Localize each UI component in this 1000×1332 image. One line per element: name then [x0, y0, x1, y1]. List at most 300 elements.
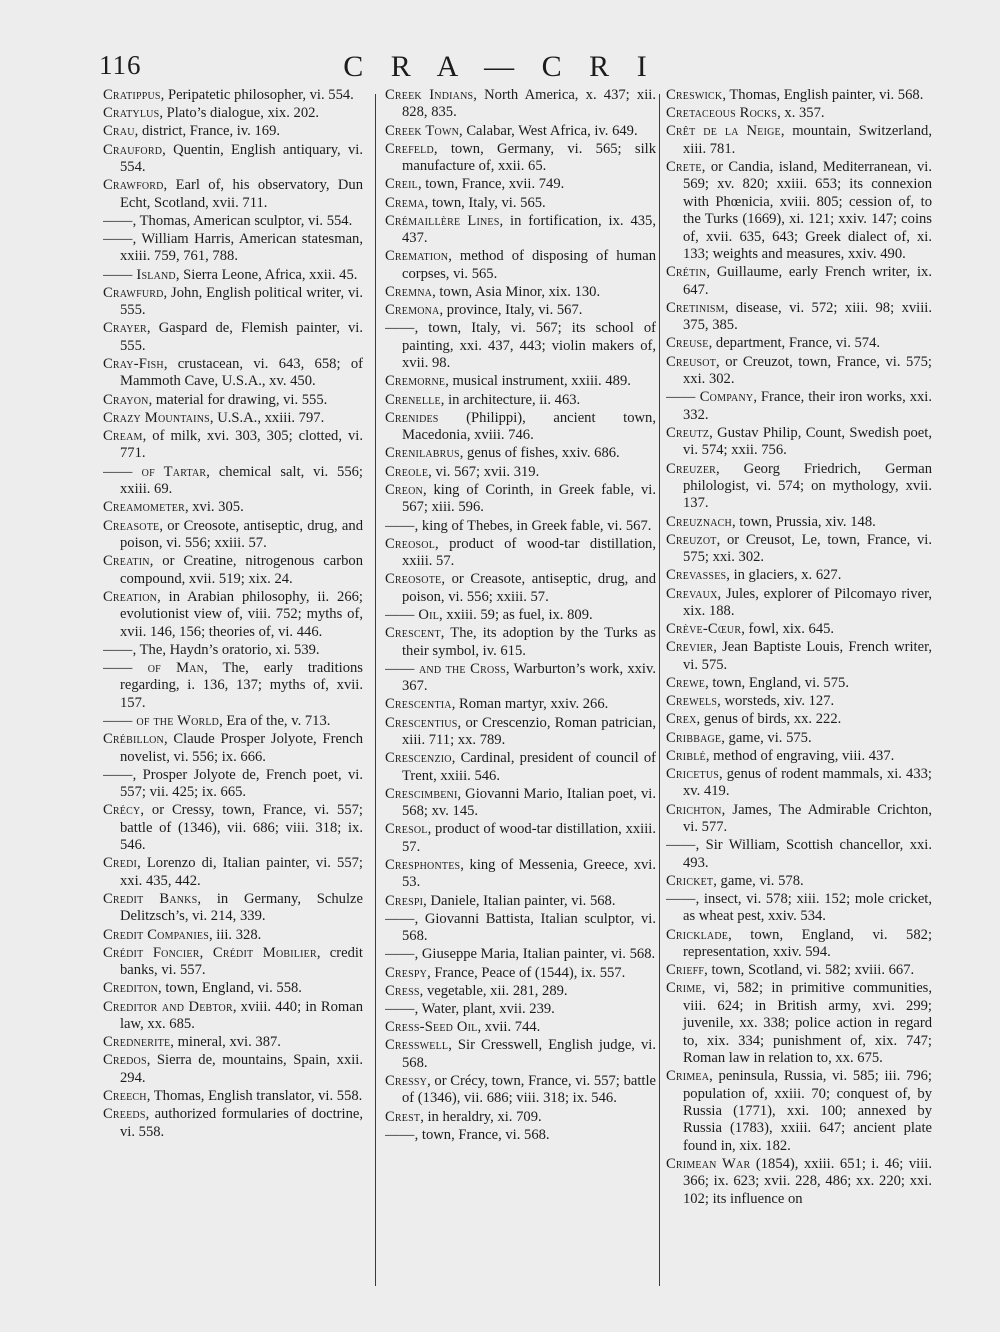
- entry-headword: ——: [385, 910, 415, 927]
- index-entry: [385, 536, 656, 571]
- entry-text: , Roman martyr, xxiv. 266.: [451, 696, 609, 713]
- index-entry: [385, 464, 656, 481]
- entry-text: , town, England, vi. 582; representation, xxiv. 594.: [683, 926, 932, 961]
- entry-text: , authorized formularies of doctrine, vi. 558.: [120, 1106, 363, 1140]
- entry-headword: Crauford: [103, 141, 163, 158]
- entry-headword: Cresphontes: [385, 856, 461, 873]
- entry-headword: ——: [385, 517, 415, 534]
- entry-headword: Cribbage: [666, 729, 722, 746]
- entry-headword: Crescentius: [385, 714, 458, 731]
- index-entry: [103, 123, 363, 140]
- entry-text: , Sir William, Scottish chancellor, xxi. 493.: [683, 837, 932, 871]
- entry-text: , Era of the, v. 713.: [219, 712, 331, 729]
- entry-headword: Cremona: [385, 302, 440, 319]
- entry-text: , Thomas, English translator, vi. 558.: [146, 1088, 363, 1105]
- entry-headword: Creditor and Debtor: [103, 998, 233, 1015]
- entry-text: , or Creatine, nitrogenous carbon compound, xvii. 519; xix. 24.: [120, 553, 363, 587]
- entry-text: , vi. 567; xvii. 319.: [428, 463, 540, 480]
- index-entry: [103, 87, 363, 104]
- entry-text: , xviii. 440; in Roman law, xx. 685.: [120, 998, 363, 1033]
- entry-headword: Crimea: [666, 1068, 710, 1085]
- entry-headword: Credit Banks: [103, 891, 198, 907]
- index-entry: [666, 1156, 932, 1208]
- entry-headword: Cretinism: [666, 299, 725, 316]
- entry-headword: —— of the World: [103, 712, 220, 729]
- index-entry: [385, 1001, 656, 1018]
- entry-headword: Cream: [103, 428, 143, 445]
- index-entry: [385, 284, 656, 301]
- entry-text: , in fortification, ix. 435, 437.: [402, 212, 656, 247]
- index-entry: [103, 231, 363, 266]
- column-divider: [375, 94, 376, 1286]
- entry-text: , John, English political writer, vi. 555.: [120, 284, 363, 319]
- index-entry: [385, 195, 656, 212]
- index-entry: [385, 302, 656, 319]
- entry-text: , James, The Admirable Crichton, vi. 577.: [683, 801, 932, 835]
- entry-headword: ——: [666, 837, 696, 854]
- index-entry: [103, 518, 363, 553]
- entry-headword: ——: [385, 1126, 415, 1143]
- index-entry: [666, 711, 932, 728]
- index-entry: [385, 176, 656, 193]
- index-entry: [385, 965, 656, 982]
- index-entry: [666, 693, 932, 710]
- index-entry: [103, 945, 363, 980]
- index-entry: [103, 105, 363, 122]
- entry-text: , town, Prussia, xiv. 148.: [731, 513, 876, 530]
- entry-text: , France, their iron works, xxi. 332.: [683, 389, 932, 423]
- entry-headword: —— Company: [666, 389, 754, 406]
- entry-headword: Creon: [385, 481, 423, 498]
- index-entry: [103, 464, 363, 499]
- entry-headword: Crest: [385, 1108, 421, 1125]
- entry-text: , William Harris, American statesman, xxiii. 759, 761, 788.: [120, 231, 363, 265]
- index-entry: [666, 425, 932, 460]
- index-entry: [385, 1109, 656, 1126]
- index-entry: [103, 553, 363, 588]
- entry-text: , or Candia, island, Mediterranean, vi. 569; xv. 820; xxiii. 653; its connexion with Phœnicia, xviii. 805; cession of, to the Turks (1669), xi. 121; xxiv. 147; coins of, xvii. 635, 643; Greek dialect of, xi. 133; weights and measures, xxiv. 490.: [683, 159, 932, 263]
- index-entry: [666, 354, 932, 389]
- entry-headword: Crescentia: [385, 696, 452, 713]
- index-entry: [666, 264, 932, 299]
- index-entry: [385, 607, 656, 624]
- index-entry: [666, 389, 932, 424]
- index-entry: [385, 410, 656, 445]
- index-entry: [666, 675, 932, 692]
- index-entry: [385, 821, 656, 856]
- entry-headword: Creasote: [103, 517, 160, 534]
- entry-headword: Criblé: [666, 747, 706, 764]
- index-entry: [666, 105, 932, 122]
- index-entry: [103, 1052, 363, 1087]
- index-entry: [666, 123, 932, 158]
- running-head: C R A — C R I: [343, 50, 657, 83]
- index-entry: [103, 731, 363, 766]
- entry-headword: —— of Man: [103, 659, 205, 676]
- index-entry: [103, 999, 363, 1034]
- entry-headword: Cress: [385, 982, 420, 999]
- entry-headword: Crayon: [103, 391, 149, 408]
- entry-text: , peninsula, Russia, vi. 585; iii. 796; population of, xxiii. 70; conquest of, by Russia (1771), xxi. 100; annexed by Russia (1783), xxiii. 647; ancient plate found in, xix. 182.: [683, 1068, 932, 1154]
- entry-headword: Crema: [385, 194, 425, 211]
- index-entry: [385, 373, 656, 390]
- entry-text: , Sierra de, mountains, Spain, xxii. 294.: [120, 1052, 363, 1086]
- entry-text: , Thomas, English painter, vi. 568.: [722, 87, 924, 103]
- index-entry: [385, 320, 656, 372]
- entry-text: , genus of rodent mammals, xi. 433; xv. 419.: [683, 765, 932, 800]
- index-entry: [103, 589, 363, 641]
- index-entry: [103, 320, 363, 355]
- index-entry: [385, 983, 656, 1000]
- entry-text: , in Arabian philosophy, ii. 266; evolutionist view of, viii. 752; myths of, xvii. 146, 156; theories of, vi. 446.: [120, 588, 363, 640]
- entry-headword: Cretaceous Rocks: [666, 105, 778, 122]
- index-entry: [103, 660, 363, 712]
- entry-text: , or Crescenzio, Roman patrician, xiii. 711; xx. 789.: [402, 714, 656, 748]
- entry-headword: Crescimbeni: [385, 785, 458, 802]
- entry-headword: Crefeld: [385, 140, 434, 157]
- entry-headword: Crémaillère Lines: [385, 212, 500, 229]
- entry-text: , town, France, vi. 568.: [414, 1126, 550, 1143]
- index-entry: [666, 639, 932, 674]
- entry-text: , x. 357.: [777, 105, 825, 122]
- index-entry: [385, 625, 656, 660]
- entry-text: , Lorenzo di, Italian painter, vi. 557; xxi. 435, 442.: [120, 855, 363, 889]
- entry-headword: Crazy Mountains: [103, 409, 210, 426]
- entry-text: , vegetable, xii. 281, 289.: [419, 982, 568, 999]
- entry-headword: Creosol: [385, 535, 436, 552]
- index-entry: [666, 1068, 932, 1155]
- entry-text: , iii. 328.: [208, 926, 262, 943]
- index-entry: [385, 482, 656, 517]
- index-entry: [666, 837, 932, 872]
- entry-text: , town, Germany, vi. 565; silk manufacture of, xxii. 65.: [402, 140, 656, 175]
- index-entry: [666, 802, 932, 837]
- entry-text: , Thomas, American sculptor, vi. 554.: [132, 212, 353, 229]
- entry-text: , Guillaume, early French writer, ix. 647.: [683, 264, 932, 298]
- entry-text: , game, vi. 578.: [713, 872, 804, 889]
- index-entry: [385, 750, 656, 785]
- entry-headword: ——: [385, 320, 415, 337]
- entry-headword: Crednerite: [103, 1034, 171, 1051]
- index-entry: [103, 142, 363, 177]
- entry-headword: Credos: [103, 1052, 147, 1069]
- entry-text: , or Cressy, town, France, vi. 557; battle of (1346), vii. 686; viii. 318; ix. 546.: [120, 802, 363, 854]
- entry-text: , Georg Friedrich, German philologist, vi. 574; on mythology, xvii. 137.: [683, 460, 932, 512]
- index-entry: [666, 766, 932, 801]
- entry-headword: ——: [103, 231, 133, 248]
- entry-headword: Cremorne: [385, 373, 446, 390]
- entry-headword: Crescenzio: [385, 750, 452, 767]
- index-entry: [666, 567, 932, 584]
- entry-headword: Creosote: [385, 571, 442, 588]
- entry-text: , Sierra Leone, Africa, xxii. 45.: [175, 266, 358, 283]
- entry-headword: Crimean War: [666, 1156, 751, 1173]
- entry-text: , Sir Cresswell, English judge, vi. 568.: [402, 1037, 656, 1071]
- index-entry: [103, 177, 363, 212]
- index-entry: [666, 873, 932, 890]
- entry-text: , xvii. 744.: [477, 1019, 541, 1036]
- index-entry: [385, 87, 656, 122]
- entry-headword: Cricetus: [666, 765, 720, 782]
- entry-headword: Cray-Fish: [103, 356, 164, 373]
- index-entry: [666, 962, 932, 979]
- index-entry: [385, 786, 656, 821]
- entry-headword: Cressy: [385, 1073, 428, 1090]
- index-entry: [666, 586, 932, 621]
- entry-headword: Cresswell: [385, 1037, 449, 1054]
- index-entry: [385, 911, 656, 946]
- entry-text: , method of engraving, viii. 437.: [705, 747, 895, 764]
- entry-text: , product of wood-tar distillation, xxiii. 57.: [402, 821, 656, 855]
- index-entry: [385, 445, 656, 462]
- entry-headword: Creuzot: [666, 531, 717, 548]
- entry-headword: Creeds: [103, 1106, 146, 1123]
- index-entry: [103, 767, 363, 802]
- entry-text: , Cardinal, president of council of Trent, xxiii. 546.: [402, 750, 656, 784]
- entry-headword: Crespi: [385, 892, 424, 909]
- entry-text: , chemical salt, vi. 556; xxiii. 69.: [120, 463, 363, 498]
- entry-text: , Gustav Philip, Count, Swedish poet, vi. 574; xxii. 756.: [683, 424, 932, 459]
- entry-text: , Claude Prosper Jolyote, French novelist, vi. 556; ix. 666.: [120, 731, 363, 765]
- entry-text: , vi, 582; in primitive communities, viii. 624; in British army, xvi. 299; juvenile, xx. 338; police action in regard to, xix. 334; punishment of, xix. 747; Roman law in relation to, xx. 675.: [683, 980, 932, 1067]
- entry-headword: Crenilabrus: [385, 445, 460, 462]
- entry-text: , king of Corinth, in Greek fable, vi. 567; xiii. 596.: [402, 481, 656, 516]
- index-entry: [103, 267, 363, 284]
- entry-text: , Calabar, West Africa, iv. 649.: [459, 122, 638, 139]
- entry-text: , department, France, vi. 574.: [708, 335, 881, 352]
- entry-headword: ——: [103, 766, 133, 783]
- entry-text: , product of wood-tar distillation, xxiii. 57.: [402, 535, 656, 570]
- index-entry: [666, 621, 932, 638]
- entry-headword: ——: [666, 891, 696, 907]
- index-entry: [385, 696, 656, 713]
- entry-text: , or Creasote, antiseptic, drug, and poison, vi. 556; xxiii. 57.: [402, 571, 656, 605]
- entry-headword: Creatin: [103, 553, 150, 570]
- entry-headword: Crayer: [103, 320, 147, 337]
- entry-headword: Crétin: [666, 264, 707, 281]
- entry-text: , district, France, iv. 169.: [134, 123, 281, 140]
- index-entry: [666, 87, 932, 104]
- entry-text: , province, Italy, vi. 567.: [439, 302, 583, 319]
- entry-text: , Giovanni Battista, Italian sculptor, vi. 568.: [402, 910, 656, 945]
- entry-headword: ——: [103, 212, 133, 229]
- index-entry: [666, 532, 932, 567]
- entry-text: , musical instrument, xxiii. 489.: [445, 373, 631, 390]
- index-entry: [103, 285, 363, 320]
- index-entry: [103, 356, 363, 391]
- entry-headword: ——: [385, 946, 415, 963]
- index-entry: [666, 461, 932, 513]
- entry-text: , or Creosote, antiseptic, drug, and poison, vi. 556; xxiii. 57.: [120, 517, 363, 551]
- index-entry: [103, 802, 363, 854]
- index-entry: [385, 123, 656, 140]
- entry-text: , xvi. 305.: [184, 499, 244, 516]
- index-entry: [103, 410, 363, 427]
- page-number: 116: [99, 50, 142, 80]
- entry-text: , Plato’s dialogue, xix. 202.: [159, 105, 320, 122]
- entry-text: , The, Haydn’s oratorio, xi. 539.: [132, 641, 320, 658]
- index-entry: [103, 428, 363, 463]
- entry-text: , crustacean, vi. 643, 658; of Mammoth Cave, U.S.A., xv. 450.: [120, 356, 363, 390]
- entry-headword: Crenelle: [385, 391, 441, 408]
- index-entry: [666, 927, 932, 962]
- entry-headword: Crevaux: [666, 585, 718, 602]
- entry-headword: Crex: [666, 711, 697, 728]
- entry-headword: Creil: [385, 176, 418, 193]
- entry-text: , France, Peace of (1544), ix. 557.: [427, 964, 626, 981]
- entry-text: , North America, x. 437; xii. 828, 835.: [402, 87, 656, 121]
- entry-text: , insect, vi. 578; xiii. 152; mole cricket, as wheat pest, xxiv. 534.: [683, 891, 932, 925]
- index-entry: [385, 1019, 656, 1036]
- entry-headword: Creole: [385, 463, 429, 480]
- index-entry: [103, 213, 363, 230]
- entry-text: , mountain, Switzerland, xiii. 781.: [683, 123, 932, 157]
- entry-text: , in architecture, ii. 463.: [440, 391, 581, 408]
- index-column-1: [103, 87, 363, 1317]
- entry-headword: Crieff: [666, 962, 705, 979]
- index-entry: [103, 1088, 363, 1105]
- index-entry: [385, 248, 656, 283]
- entry-text: (1854), xxiii. 651; i. 46; viii. 366; ix. 623; xvii. 228, 486; xx. 220; xxi. 102; its influence on: [683, 1156, 932, 1207]
- entry-headword: Creuznach: [666, 513, 732, 530]
- index-entry: [103, 855, 363, 890]
- entry-headword: Creek Indians: [385, 87, 474, 103]
- index-entry: [666, 748, 932, 765]
- entry-text: , Prosper Jolyote de, French poet, vi. 557; vii. 425; ix. 665.: [120, 766, 363, 801]
- entry-headword: Creutz: [666, 424, 710, 441]
- entry-headword: Credi: [103, 855, 138, 872]
- entry-text: , town, Asia Minor, xix. 130.: [432, 284, 601, 301]
- index-entry: [385, 893, 656, 910]
- entry-text: , U.S.A., xxiii. 797.: [209, 409, 325, 426]
- entry-headword: Crete: [666, 159, 702, 176]
- entry-text: , The, its adoption by the Turks as their symbol, iv. 615.: [402, 625, 656, 659]
- entry-headword: Cresol: [385, 821, 428, 838]
- index-entry: [666, 514, 932, 531]
- entry-headword: —— Oil: [385, 606, 440, 623]
- entry-headword: Crespy: [385, 964, 428, 981]
- entry-headword: —— Island: [103, 266, 176, 283]
- entry-headword: ——: [385, 1001, 415, 1018]
- index-entry: [103, 713, 363, 730]
- entry-text: , Giovanni Mario, Italian poet, vi. 568; xv. 145.: [402, 785, 656, 820]
- index-entry: [666, 980, 932, 1067]
- entry-headword: Creuse: [666, 335, 709, 352]
- entry-text: , genus of fishes, xxiv. 686.: [459, 445, 620, 462]
- entry-text: , disease, vi. 572; xiii. 98; xviii. 375, 385.: [683, 299, 932, 334]
- entry-text: , or Creuzot, town, France, vi. 575; xxi. 302.: [683, 353, 932, 388]
- index-entry: [103, 392, 363, 409]
- entry-headword: Crawfurd: [103, 284, 164, 301]
- entry-text: , king of Thebes, in Greek fable, vi. 567.: [414, 517, 652, 534]
- entry-headword: Crenides: [385, 409, 439, 426]
- entry-text: , mineral, xvi. 387.: [170, 1034, 281, 1051]
- entry-text: , in heraldry, xi. 709.: [420, 1108, 542, 1125]
- entry-text: , town, England, vi. 575.: [705, 674, 849, 691]
- entry-text: , Jules, explorer of Pilcomayo river, xix. 188.: [683, 585, 932, 619]
- entry-text: , town, Italy, vi. 567; its school of painting, xxi. 437, 443; violin makers of, xvii. 98.: [402, 320, 656, 372]
- entry-text: , or Crécy, town, France, vi. 557; battle of (1346), vii. 686; viii. 318; ix. 546.: [402, 1073, 656, 1107]
- entry-headword: Cratippus: [103, 87, 161, 103]
- entry-text: , Water, plant, xvii. 239.: [414, 1001, 555, 1018]
- entry-headword: Crécy: [103, 802, 141, 819]
- entry-text: , credit banks, vi. 557.: [120, 944, 363, 979]
- entry-text: , worsteds, xiv. 127.: [717, 693, 835, 710]
- index-entry: [103, 891, 363, 926]
- index-entry: [103, 642, 363, 659]
- entry-headword: Creuzer: [666, 460, 717, 477]
- index-entry: [103, 980, 363, 997]
- entry-text: , xxiii. 59; as fuel, ix. 809.: [439, 606, 593, 623]
- entry-headword: Crescent: [385, 625, 441, 642]
- entry-headword: Crewels: [666, 693, 718, 710]
- entry-text: , town, England, vi. 558.: [158, 980, 302, 997]
- entry-headword: Creusot: [666, 353, 717, 370]
- entry-text: , of milk, xvi. 303, 305; clotted, vi. 771.: [120, 428, 363, 462]
- index-entry: [666, 300, 932, 335]
- entry-headword: Crau: [103, 123, 135, 140]
- entry-headword: ——: [103, 641, 133, 658]
- entry-headword: Crediton: [103, 980, 159, 997]
- entry-headword: Creek Town: [385, 122, 460, 139]
- entry-headword: Creech: [103, 1088, 147, 1105]
- index-entry: [385, 571, 656, 606]
- entry-headword: Crawford: [103, 177, 164, 194]
- entry-headword: Cratylus: [103, 105, 160, 122]
- index-entry: [103, 1106, 363, 1141]
- entry-text: , Jean Baptiste Louis, French writer, vi. 575.: [683, 639, 932, 673]
- entry-headword: Credit Companies: [103, 926, 209, 943]
- entry-text: (Philippi), ancient town, Macedonia, xviii. 746.: [402, 409, 656, 444]
- entry-text: , Gaspard de, Flemish painter, vi. 555.: [120, 320, 363, 354]
- entry-headword: Cricket: [666, 872, 714, 889]
- entry-text: , Daniele, Italian painter, vi. 568.: [423, 892, 616, 909]
- index-entry: [666, 730, 932, 747]
- entry-text: , Warburton’s work, xxiv. 367.: [402, 660, 656, 695]
- index-column-2: [385, 87, 656, 1317]
- entry-text: , The, early traditions regarding, i. 136, 137; myths of, xvii. 157.: [120, 659, 363, 711]
- entry-headword: Creation: [103, 588, 158, 605]
- index-entry: [385, 141, 656, 176]
- entry-text: , town, Italy, vi. 565.: [424, 194, 546, 211]
- entry-headword: —— of Tartar: [103, 463, 207, 480]
- index-entry: [385, 213, 656, 248]
- entry-text: , genus of birds, xx. 222.: [696, 711, 842, 728]
- entry-text: , fowl, xix. 645.: [741, 621, 835, 638]
- entry-headword: Cremation: [385, 248, 449, 265]
- index-entry: [103, 927, 363, 944]
- index-entry: [385, 946, 656, 963]
- entry-text: , game, vi. 575.: [721, 729, 812, 746]
- entry-headword: Crewe: [666, 674, 706, 691]
- entry-text: , or Creusot, Le, town, France, vi. 575; xxi. 302.: [683, 531, 932, 566]
- entry-text: , in Germany, Schulze Delitzsch’s, vi. 214, 339.: [120, 891, 363, 925]
- entry-headword: Crime: [666, 980, 702, 997]
- index-entry: [385, 857, 656, 892]
- entry-headword: Creamometer: [103, 499, 185, 516]
- index-entry: [385, 392, 656, 409]
- index-column-3: [666, 87, 932, 1317]
- entry-headword: Crève-Cœur: [666, 621, 742, 638]
- entry-text: , Giuseppe Maria, Italian painter, vi. 568.: [414, 946, 656, 963]
- index-entry: [103, 1034, 363, 1051]
- entry-headword: Crevasses: [666, 567, 727, 584]
- entry-text: , method of disposing of human corpses, vi. 565.: [402, 248, 656, 282]
- index-entry: [385, 1073, 656, 1108]
- entry-headword: Cremna: [385, 284, 433, 301]
- index-entry: [666, 159, 932, 263]
- entry-text: , Peripatetic philosopher, vi. 554.: [160, 87, 354, 103]
